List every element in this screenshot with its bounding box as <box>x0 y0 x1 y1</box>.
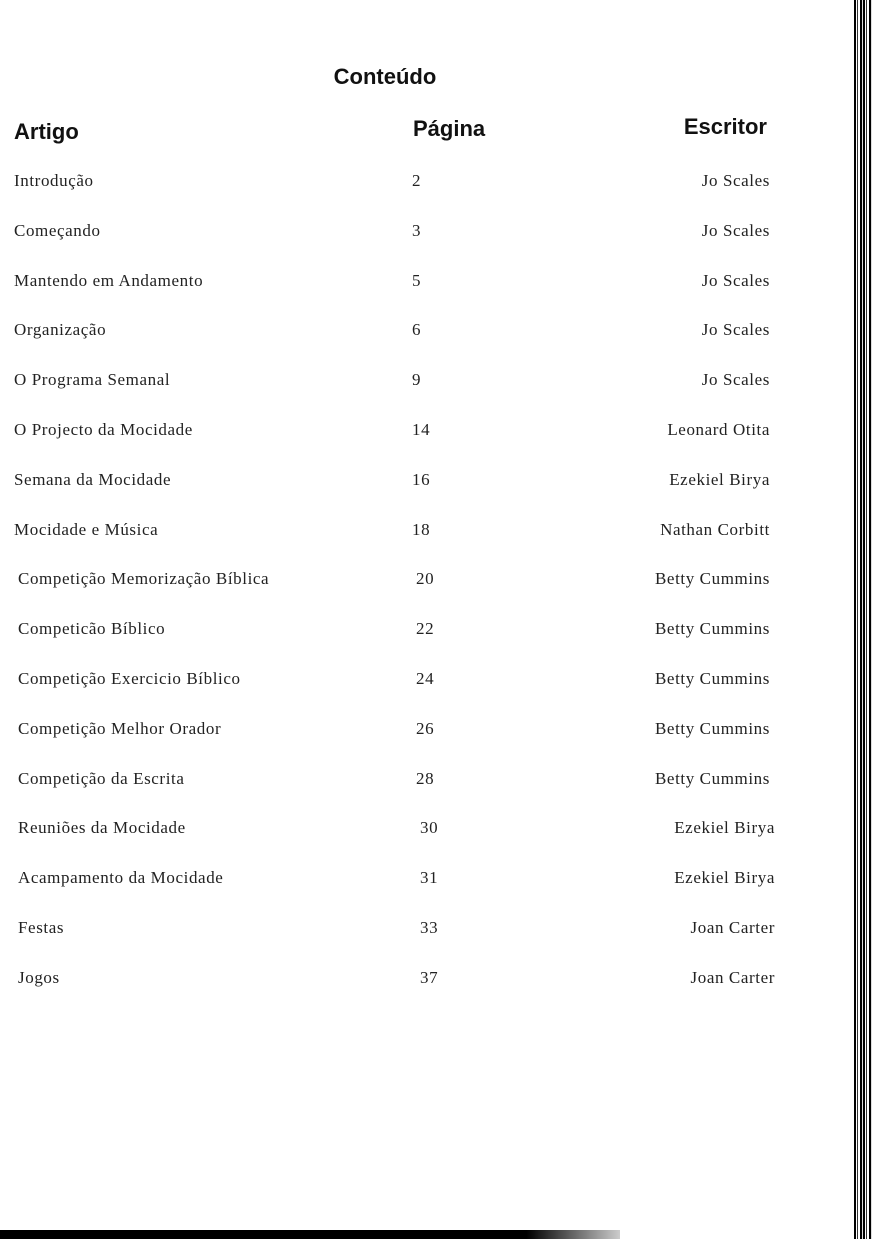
article-title: Introdução <box>14 171 94 190</box>
writer-name: Jo Scales <box>701 171 770 190</box>
article-title: Festas <box>18 918 65 937</box>
writer-name: Ezekiel Birya <box>669 469 770 489</box>
article-title: Jogos <box>18 967 60 987</box>
page-number: 16 <box>412 469 431 489</box>
contents-row <box>0 769 850 799</box>
contents-row <box>0 370 850 400</box>
article-title: O Programa Semanal <box>14 370 171 390</box>
page-number: 31 <box>420 868 439 888</box>
writer-name: Jo Scales <box>701 270 770 290</box>
page-number: 9 <box>412 370 422 390</box>
contents-row <box>0 669 850 699</box>
page-number: 5 <box>412 270 422 290</box>
writer-name: Jo Scales <box>701 220 770 240</box>
contents-row <box>0 271 850 301</box>
page-number: 28 <box>416 768 435 788</box>
contents-row <box>0 918 850 948</box>
article-title: Competicão Bíblico <box>18 619 166 639</box>
writer-name: Betty Cummins <box>654 669 770 688</box>
writer-name: Betty Cummins <box>654 569 770 589</box>
page-number: 33 <box>420 918 439 937</box>
article-title: Competição da Escrita <box>18 768 185 788</box>
page-number: 14 <box>412 420 431 439</box>
page-number: 3 <box>412 220 422 240</box>
article-title: Organização <box>14 320 107 340</box>
article-title: Reuniões da Mocidade <box>18 818 186 838</box>
page-number: 22 <box>416 619 435 639</box>
scan-bottom-edge <box>0 1230 620 1239</box>
writer-name: Joan Carter <box>690 918 775 937</box>
contents-row <box>0 868 850 898</box>
writer-name: Ezekiel Birya <box>674 868 775 888</box>
contents-row <box>0 470 850 500</box>
page-number: 2 <box>412 171 422 190</box>
writer-name: Nathan Corbitt <box>660 519 770 539</box>
article-title: O Projecto da Mocidade <box>14 420 193 439</box>
writer-name: Jo Scales <box>701 320 770 340</box>
writer-name: Betty Cummins <box>654 619 770 639</box>
scan-binding-edge <box>854 0 872 1239</box>
article-title: Semana da Mocidade <box>14 469 172 489</box>
article-title: Competição Memorização Bíblica <box>18 569 270 589</box>
page-number: 37 <box>420 967 439 987</box>
article-title: Acampamento da Mocidade <box>18 868 224 888</box>
article-title: Mantendo em Andamento <box>14 270 204 290</box>
writer-name: Jo Scales <box>701 370 770 390</box>
contents-row <box>0 320 850 350</box>
page-number: 18 <box>412 519 431 539</box>
contents-row <box>0 818 850 848</box>
writer-name: Betty Cummins <box>654 768 770 788</box>
article-title: Competição Exercicio Bíblico <box>18 669 241 688</box>
article-title: Começando <box>14 220 101 240</box>
writer-name: Ezekiel Birya <box>674 818 775 838</box>
contents-row <box>0 171 850 201</box>
writer-name: Leonard Otita <box>667 420 770 439</box>
page-title: Conteúdo <box>333 64 437 89</box>
page-number: 30 <box>420 818 439 838</box>
contents-row <box>0 520 850 550</box>
column-header-article: Artigo <box>14 119 79 144</box>
contents-row <box>0 569 850 599</box>
contents-row <box>0 719 850 749</box>
writer-name: Betty Cummins <box>654 718 770 738</box>
article-title: Competição Melhor Orador <box>18 718 222 738</box>
contents-row <box>0 619 850 649</box>
article-title: Mocidade e Música <box>14 519 159 539</box>
contents-row <box>0 420 850 450</box>
contents-row <box>0 968 850 998</box>
page-number: 24 <box>416 669 435 688</box>
column-header-page: Página <box>413 116 486 141</box>
writer-name: Joan Carter <box>690 967 775 987</box>
page-number: 26 <box>416 718 435 738</box>
contents-row <box>0 221 850 251</box>
column-header-writer: Escritor <box>683 114 767 139</box>
page-number: 6 <box>412 320 422 340</box>
page-number: 20 <box>416 569 435 589</box>
